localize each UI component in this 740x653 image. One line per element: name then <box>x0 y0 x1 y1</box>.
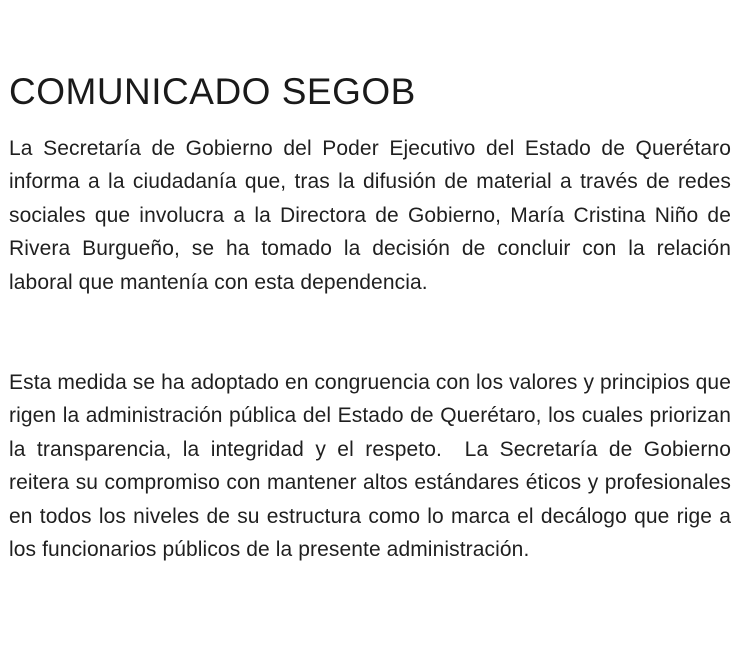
document-title: COMUNICADO SEGOB <box>9 71 416 112</box>
document <box>9 66 737 566</box>
paragraph-commitment: Esta medida se ha adoptado en congruencia con los valores y principios que rigen la administración pública del Estado de Querétaro, los cuales priorizan la transparencia, la integridad y el respeto. La Secretaría de Gobierno reitera su compromiso con mantener altos estándares éticos y profesionales en todos los niveles de su estructura como lo marca el decálogo que rige a los funcionarios públicos de la presente administración. <box>9 371 737 562</box>
paragraph-announcement: La Secretaría de Gobierno del Poder Ejecutivo del Estado de Querétaro informa a la ciudadanía que, tras la difusión de material a través de redes sociales que involucra a la Directora de Gobierno, María Cristina Niño de Rivera Burgueño, se ha tomado la decisión de concluir con la relación laboral que mantenía con esta dependencia. <box>9 137 737 294</box>
